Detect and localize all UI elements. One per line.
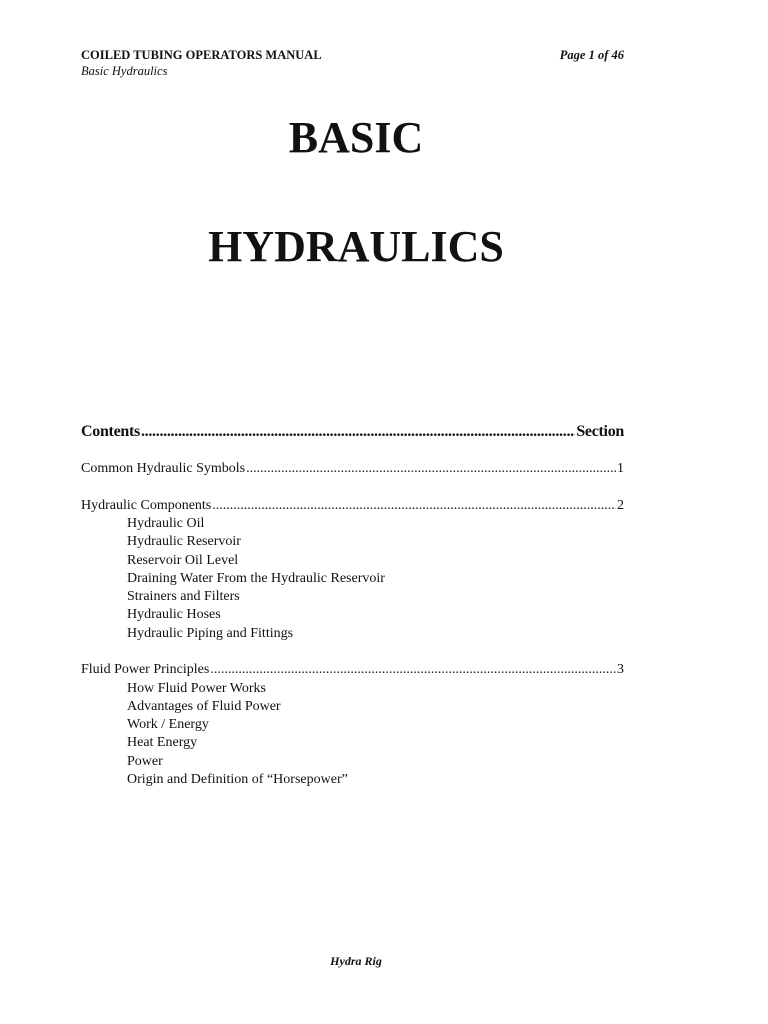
manual-subtitle: Basic Hydraulics [81, 64, 168, 78]
toc-entry-number: 3 [617, 662, 624, 678]
toc-leader-dots [210, 661, 616, 680]
toc-entry[interactable] [81, 661, 624, 680]
page-title-line-1: BASIC [288, 113, 424, 162]
toc-subitem: Work / Energy [127, 717, 209, 733]
toc-section-1 [81, 460, 624, 479]
toc-heading-section: Section [576, 423, 624, 440]
manual-title: COILED TUBING OPERATORS MANUAL [81, 48, 322, 62]
toc-subitem: Draining Water From the Hydraulic Reservoir [127, 570, 385, 586]
toc-entry-title: Common Hydraulic Symbols [81, 461, 246, 476]
toc-subitem: Advantages of Fluid Power [127, 698, 281, 714]
toc-subitem: Heat Energy [127, 735, 198, 751]
toc-heading-label: Contents [81, 423, 140, 440]
toc-entry-number: 2 [617, 497, 624, 513]
toc-leader-dots [141, 423, 575, 441]
toc-leader-dots [212, 497, 616, 516]
toc-subitem: Hydraulic Hoses [127, 607, 221, 623]
toc-subitem: Reservoir Oil Level [127, 552, 239, 568]
toc-heading [81, 423, 624, 445]
toc-entry-title: Fluid Power Principles [81, 662, 210, 678]
toc-subitem: Strainers and Filters [127, 589, 240, 605]
table-of-contents [81, 423, 624, 807]
page-title-line-2: HYDRAULICS [208, 222, 504, 271]
toc-section-3 [81, 661, 624, 789]
running-header [81, 47, 322, 79]
toc-entry-title: Hydraulic Components [81, 497, 212, 513]
toc-entry[interactable] [81, 460, 624, 479]
toc-entry[interactable] [81, 497, 624, 516]
toc-subitem: Hydraulic Piping and Fittings [127, 625, 294, 641]
toc-subitem: Hydraulic Reservoir [127, 534, 241, 550]
page-number: Page 1 of 46 [559, 48, 624, 62]
page-footer: Hydra Rig [330, 954, 382, 968]
toc-section-2 [81, 497, 624, 644]
toc-subitem: Hydraulic Oil [127, 516, 205, 531]
toc-subitem: Origin and Definition of “Horsepower” [127, 772, 348, 788]
toc-leader-dots [246, 460, 616, 479]
toc-entry-number: 1 [617, 461, 624, 476]
toc-subitem: How Fluid Power Works [127, 680, 267, 696]
toc-subitem: Power [127, 753, 163, 769]
